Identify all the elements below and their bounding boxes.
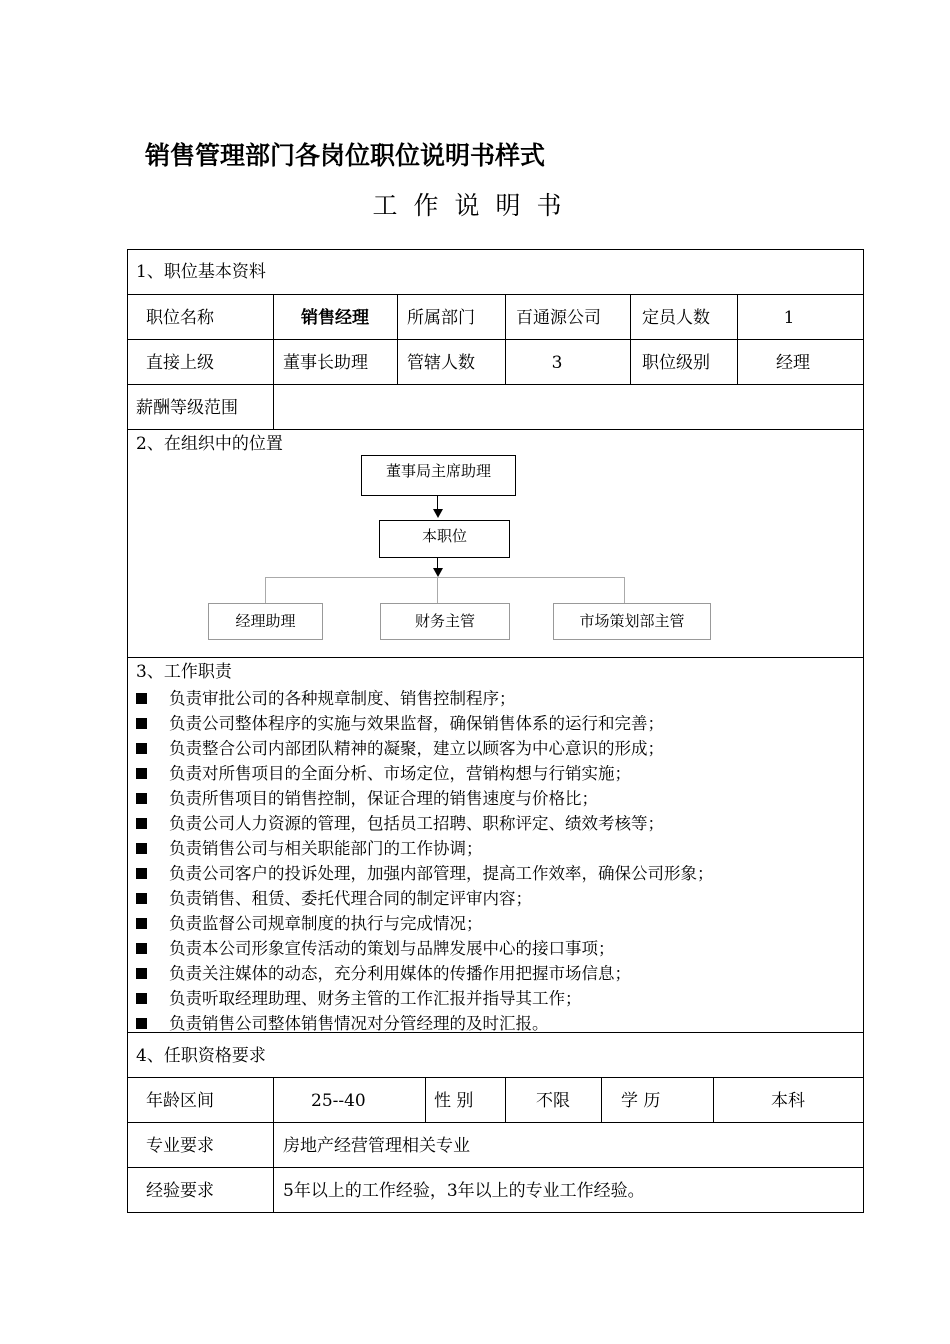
label-experience: 经验要求 [146,1181,214,1201]
label-major: 专业要求 [146,1136,214,1156]
org-connector [437,558,438,568]
label-salary-range: 薪酬等级范围 [136,398,238,418]
section2-heading: 2、在组织中的位置 [136,434,283,454]
org-connector [437,496,438,509]
value-headcount: 1 [783,308,795,328]
arrow-down-icon [433,509,443,518]
square-bullet-icon [136,693,147,704]
label-supervisor: 直接上级 [146,353,214,373]
value-experience: 5年以上的工作经验，3年以上的专业工作经验。 [283,1181,645,1201]
label-level: 职位级别 [642,353,710,373]
org-box-finance: 财务主管 [380,603,510,640]
square-bullet-icon [136,918,147,929]
label-education: 学 历 [621,1091,661,1111]
list-item: 负责审批公司的各种规章制度、销售控制程序； [136,685,516,709]
main-title: 销售管理部门各岗位职位说明书样式 [145,141,546,170]
value-level: 经理 [776,353,810,373]
square-bullet-icon [136,718,147,729]
square-bullet-icon [136,868,147,879]
org-branch-line [265,577,625,578]
section4-heading: 4、任职资格要求 [136,1046,266,1066]
square-bullet-icon [136,793,147,804]
label-headcount: 定员人数 [642,308,710,328]
label-department: 所属部门 [407,308,475,328]
org-branch-line [624,577,625,603]
label-position-name: 职位名称 [146,308,214,328]
list-item: 负责整合公司内部团队精神的凝聚，建立以顾客为中心意识的形成； [136,735,664,759]
value-supervisor: 董事长助理 [283,353,368,373]
org-box-marketing: 市场策划部主管 [553,603,711,640]
square-bullet-icon [136,743,147,754]
label-age: 年龄区间 [146,1091,214,1111]
square-bullet-icon [136,768,147,779]
list-item: 负责公司客户的投诉处理，加强内部管理，提高工作效率，确保公司形象； [136,860,714,884]
section1-heading: 1、职位基本资料 [136,262,266,282]
square-bullet-icon [136,993,147,1004]
square-bullet-icon [136,968,147,979]
org-branch-line [437,577,438,603]
org-box-top: 董事局主席助理 [361,455,516,496]
org-branch-line [265,577,266,603]
list-item: 负责公司整体程序的实施与效果监督，确保销售体系的运行和完善； [136,710,664,734]
list-item: 负责销售、租赁、委托代理合同的制定评审内容； [136,885,532,909]
list-item: 负责销售公司整体销售情况对分管经理的及时汇报。 [136,1010,549,1034]
value-subordinates: 3 [551,353,563,373]
list-item: 负责所售项目的销售控制，保证合理的销售速度与价格比； [136,785,598,809]
list-item: 负责销售公司与相关职能部门的工作协调； [136,835,483,859]
square-bullet-icon [136,843,147,854]
value-education: 本科 [771,1091,805,1111]
list-item: 负责关注媒体的动态，充分利用媒体的传播作用把握市场信息； [136,960,631,984]
square-bullet-icon [136,818,147,829]
list-item: 负责对所售项目的全面分析、市场定位，营销构想与行销实施； [136,760,631,784]
label-gender: 性 别 [434,1091,474,1111]
sub-title: 工作说明书 [372,191,578,220]
value-department: 百通源公司 [516,308,601,328]
list-item: 负责听取经理助理、财务主管的工作汇报并指导其工作； [136,985,582,1009]
value-gender: 不限 [536,1091,570,1111]
list-item: 负责公司人力资源的管理，包括员工招聘、职称评定、绩效考核等； [136,810,664,834]
square-bullet-icon [136,1018,147,1029]
square-bullet-icon [136,943,147,954]
square-bullet-icon [136,893,147,904]
list-item: 负责本公司形象宣传活动的策划与品牌发展中心的接口事项； [136,935,615,959]
value-major: 房地产经营管理相关专业 [283,1136,470,1156]
value-position-name: 销售经理 [301,308,369,328]
org-box-current: 本职位 [379,520,510,558]
value-age: 25--40 [311,1091,366,1111]
org-box-assistant: 经理助理 [208,603,323,640]
list-item: 负责监督公司规章制度的执行与完成情况； [136,910,483,934]
section3-heading: 3、工作职责 [136,662,232,682]
label-subordinates: 管辖人数 [407,353,475,373]
arrow-down-icon [433,568,443,577]
